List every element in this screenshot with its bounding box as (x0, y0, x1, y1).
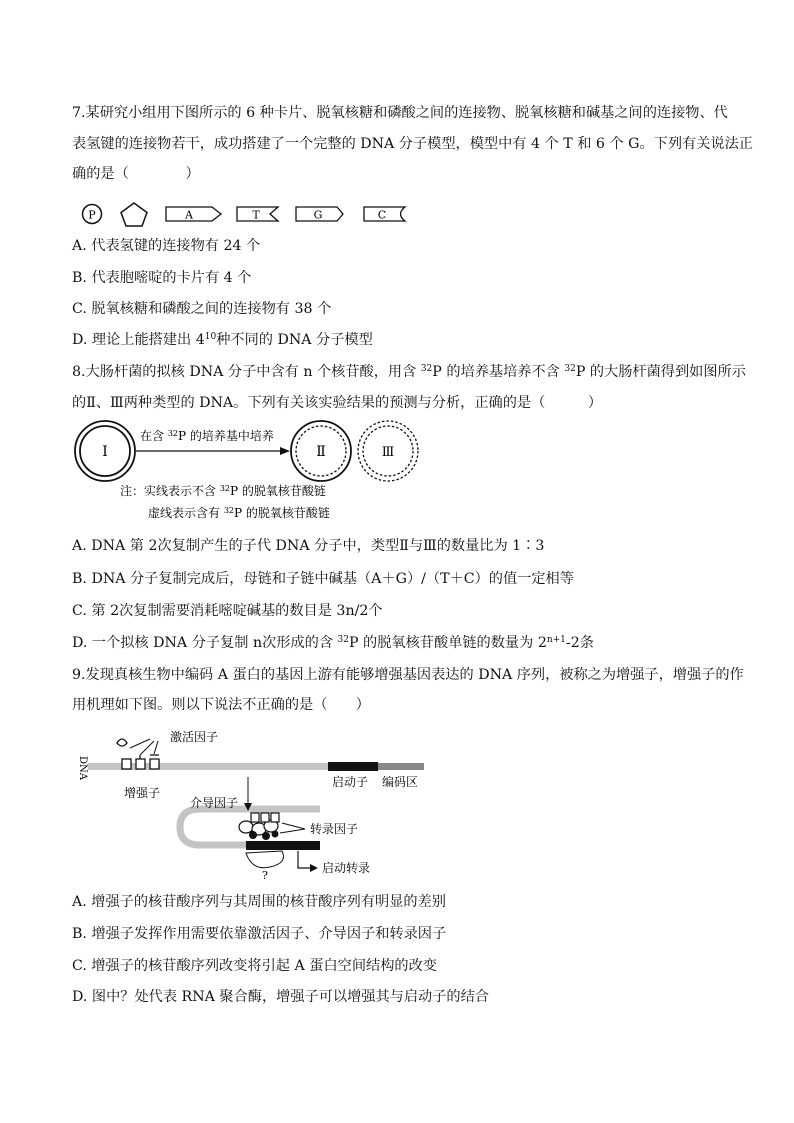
q7-option-c[interactable]: C. 脱氧核糖和磷酸之间的连接物有 38 个 (72, 301, 332, 317)
base-card-a-label: A (185, 208, 193, 222)
q8-sup: 32 (420, 364, 433, 374)
base-card-c-label: C (377, 208, 387, 222)
q8-text: P 的大肠杆菌得到如图所示 (575, 364, 746, 380)
tf-label: 转录因子 (310, 822, 359, 836)
q8-dna-figure (70, 418, 430, 526)
tf-box-3 (271, 813, 279, 822)
dna-type-iii-label: Ⅲ (381, 445, 395, 460)
q7-option-d[interactable] (72, 330, 373, 350)
rna-polymerase-shape (246, 851, 284, 868)
culture-arrow-label: 在含 $^{32}$P 的培养基中培养 (140, 429, 274, 443)
q9-option-a[interactable]: A. 增强子的核苷酸序列与其周围的核苷酸序列有明显的差别 (72, 894, 446, 910)
enhancer-label: 增强子 (124, 786, 161, 800)
enhancer-box-3 (150, 755, 159, 769)
promoter-label: 启动子 (332, 775, 369, 789)
coding-label: 编码区 (382, 775, 419, 789)
enhancer-box-2 (136, 755, 145, 769)
q8-text: 8.大肠杆菌的拟核 DNA 分子中含有 n 个核苷酸，用含 (72, 364, 421, 380)
q9-option-d[interactable]: D. 图中？处代表 RNA 聚合酶，增强子可以增强其与启动子的结合 (72, 989, 489, 1005)
activator-arrow-3 (154, 741, 158, 754)
tf-arrow-1 (282, 823, 305, 829)
q8-option-d-sup: 32 (337, 635, 349, 645)
q7-option-b[interactable]: B. 代表胞嘧啶的卡片有 4 个 (72, 270, 252, 286)
tf-box-1 (251, 813, 259, 822)
note-solid-line: 注：实线表示不含 $^{32}$P 的脱氧核苷酸链 (120, 484, 326, 498)
q8-option-b[interactable]: B. DNA 分子复制完成后，母链和子链中碱基（A＋G）/（T＋C）的值一定相等 (72, 571, 574, 587)
dna-type-ii-label: Ⅱ (316, 444, 326, 460)
promoter-region (328, 762, 378, 771)
tf-box-2 (261, 813, 269, 822)
tf-complex-1 (239, 821, 253, 833)
start-label: 启动转录 (322, 861, 371, 875)
activator-arrow-1 (130, 739, 150, 748)
coding-region (378, 763, 424, 770)
q8-text: P 的培养基培养不含 (432, 364, 565, 380)
activator-label: 激活因子 (170, 730, 219, 744)
q7-stem-line-1: 7.某研究小组用下图所示的 6 种卡片、脱氧核糖和磷酸之间的连接物、脱氧核糖和碱基之间的连接物、代 (72, 105, 728, 121)
q8-sup: 32 (564, 364, 576, 374)
activator-icon (117, 739, 127, 746)
q7-stem-line-3: 确的是（ ） (72, 166, 200, 182)
q8-stem-line-2: 的Ⅱ、Ⅲ两种类型的 DNA。下列有关该实验结果的预测与分析，正确的是（ ） (72, 395, 603, 411)
q8-stem-line-1 (72, 362, 746, 382)
question-mark: ? (262, 869, 268, 882)
arrow-head (280, 447, 290, 455)
q8-option-d-pre: D. 一个拟核 DNA 分子复制 n次形成的含 (72, 635, 338, 651)
note-dashed-line: 虚线表示含有 $^{32}$P 的脱氧核苷酸链 (148, 506, 330, 520)
q8-option-d-exponent: n+1 (546, 635, 566, 645)
q7-option-d-post: 种不同的 DNA 分子模型 (216, 332, 373, 348)
arrow-head (310, 864, 318, 872)
deoxyribose-card (121, 203, 147, 226)
tf-dot-3 (272, 831, 279, 838)
q8-option-d-post: -2条 (565, 635, 594, 651)
dna-label: DNA (77, 756, 88, 780)
q9-stem-line-2: 用机理如下图。则以下说法不正确的是（ ） (72, 697, 370, 713)
q9-stem-line-1: 9.发现真核生物中编码 A 蛋白的基因上游有能够增强基因表达的 DNA 序列，被称之为增强子，增强子的作 (72, 667, 744, 683)
q7-stem-line-2: 表氢键的连接物若干，成功搭建了一个完整的 DNA 分子模型，模型中有 4 个 T 和 6 个 G。下列有关说法正 (72, 136, 753, 152)
base-card-g-label: G (313, 208, 323, 222)
tf-dot-1 (249, 831, 257, 839)
base-card-a (166, 207, 221, 221)
dna-type-i-label: I (102, 444, 108, 460)
base-card-t-label: T (252, 208, 260, 222)
q9-option-c[interactable]: C. 增强子的核苷酸序列改变将引起 A 蛋白空间结构的改变 (72, 958, 437, 974)
q7-option-d-exponent: 10 (204, 332, 217, 342)
q8-option-d-mid: P 的脱氧核苷酸单链的数量为 2 (349, 635, 547, 651)
loop-promoter (246, 841, 320, 850)
tf-dot-2 (262, 832, 270, 840)
q9-option-b[interactable]: B. 增强子发挥作用需要依靠激活因子、介导因子和转录因子 (72, 926, 447, 942)
q8-option-d[interactable] (72, 633, 594, 653)
mediator-label: 介导因子 (190, 796, 239, 810)
q7-option-d-pre: D. 理论上能搭建出 4 (72, 332, 205, 348)
q7-card-figure (80, 200, 410, 230)
phosphate-card-label: P (88, 208, 96, 222)
q9-enhancer-figure (70, 725, 430, 885)
tf-arrow-2 (280, 829, 305, 833)
q7-option-a[interactable]: A. 代表氢键的连接物有 24 个 (72, 238, 261, 254)
q8-option-a[interactable]: A. DNA 第 2次复制产生的子代 DNA 分子中，类型Ⅱ与Ⅲ的数量比为 1∶3 (72, 538, 545, 554)
enhancer-box-1 (122, 759, 131, 769)
q8-option-c[interactable]: C. 第 2次复制需要消耗嘧啶碱基的数目是 3n/2个 (72, 603, 383, 619)
